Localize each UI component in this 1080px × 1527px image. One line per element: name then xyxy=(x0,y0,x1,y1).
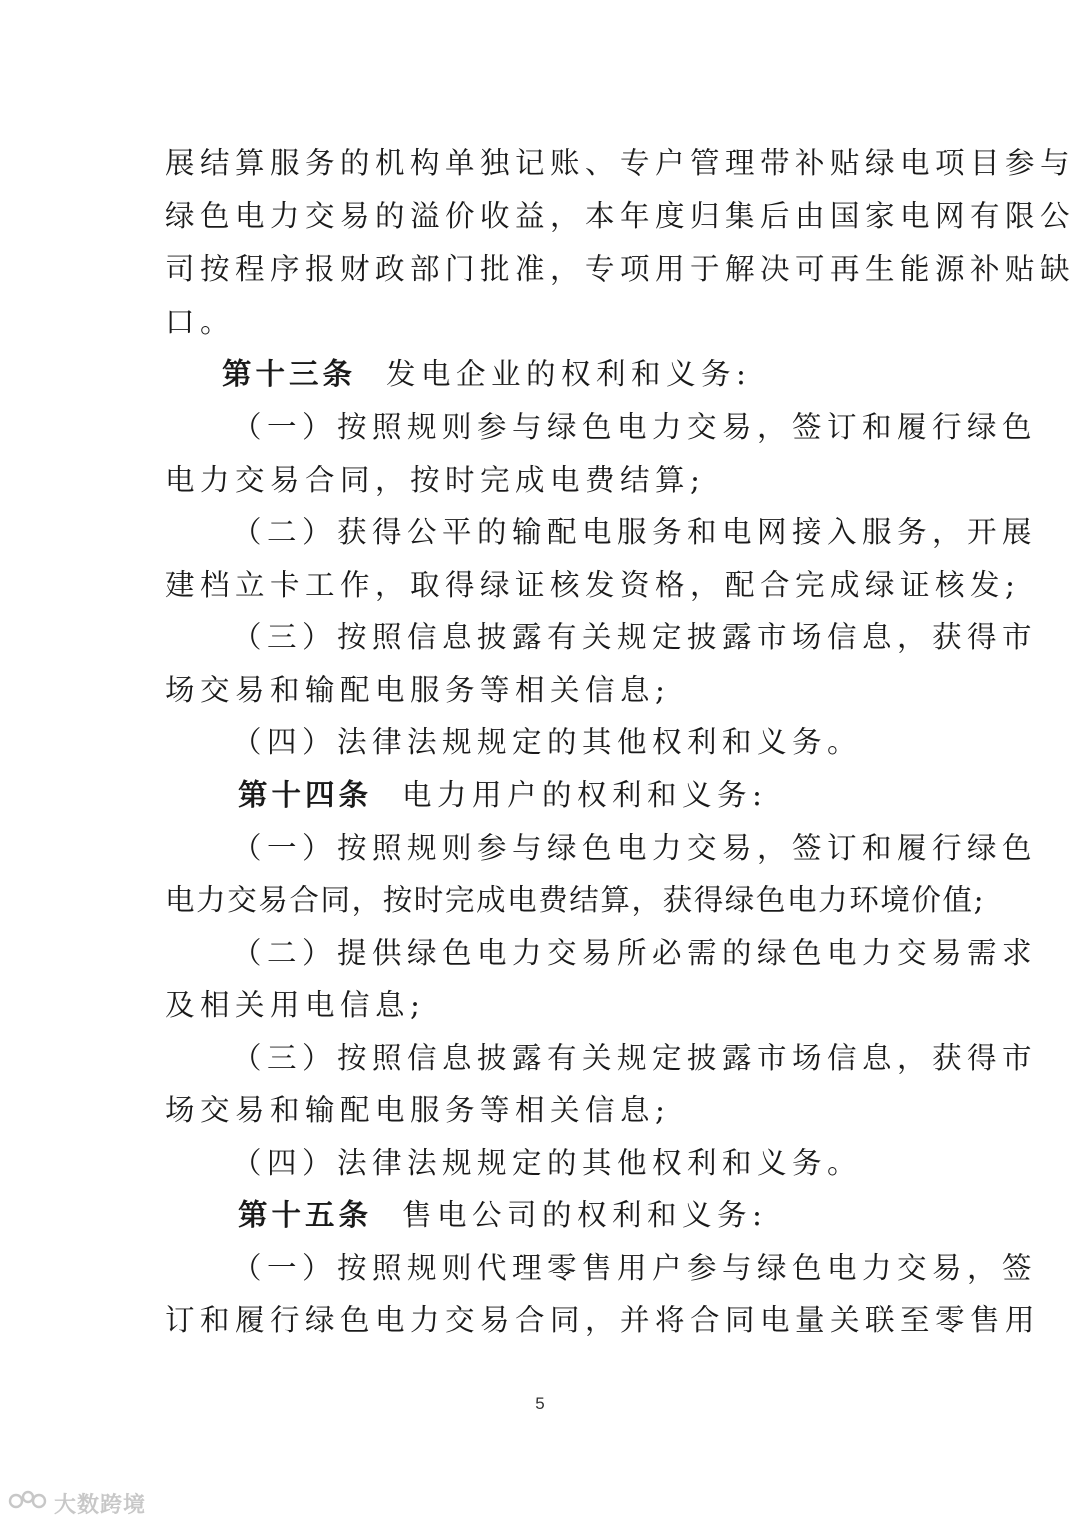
list-item-continuation: 电力交易合同，按时完成电费结算; xyxy=(165,463,706,497)
item-text: 按照信息披露有关规定披露市场信息，获得市 xyxy=(337,620,1038,654)
list-item-continuation: 场交易和输配电服务等相关信息; xyxy=(165,1093,671,1127)
list-item xyxy=(232,401,1037,453)
page-number: 5 xyxy=(535,1394,545,1413)
item-text: 按照规则参与绿色电力交易，签订和履行绿色 xyxy=(337,410,1038,444)
item-label: （二） xyxy=(232,936,338,970)
article-14 xyxy=(238,769,767,821)
list-item-continuation: 订和履行绿色电力交易合同，并将合同电量关联至零售用 xyxy=(165,1303,1041,1337)
list-item-continuation: 场交易和输配电服务等相关信息; xyxy=(165,673,671,707)
list-item-continuation: 建档立卡工作，取得绿证核发资格，配合完成绿证核发; xyxy=(165,568,1021,602)
item-label: （三） xyxy=(232,620,338,654)
list-item xyxy=(232,611,1037,663)
item-text: 法律法规规定的其他权利和义务。 xyxy=(337,725,863,759)
watermark-text: 大数跨境 xyxy=(54,1492,147,1518)
list-item xyxy=(232,1137,862,1189)
list-item xyxy=(232,1242,1037,1294)
article-heading: 第十三条 xyxy=(222,356,357,391)
paragraph-line: 展结算服务的机构单独记账、专户管理带补贴绿电项目参与 xyxy=(165,146,1076,180)
article-text: 电力用户的权利和义务: xyxy=(402,778,768,812)
item-label: （三） xyxy=(232,1041,338,1075)
list-item xyxy=(232,716,862,768)
item-label: （四） xyxy=(232,725,338,759)
list-item xyxy=(232,927,1037,979)
paragraph-line: 司按程序报财政部门批准，专项用于解决可再生能源补贴缺 xyxy=(165,252,1076,286)
article-text: 售电公司的权利和义务: xyxy=(402,1198,768,1232)
list-item-continuation: 及相关用电信息; xyxy=(165,988,426,1022)
paragraph-line: 绿色电力交易的溢价收益，本年度归集后由国家电网有限公 xyxy=(165,199,1076,233)
item-label: （四） xyxy=(232,1146,338,1180)
watermark xyxy=(8,1488,146,1518)
article-text: 发电企业的权利和义务: xyxy=(386,357,752,391)
list-item xyxy=(232,1032,1037,1084)
item-label: （二） xyxy=(232,515,338,549)
item-text: 按照规则参与绿色电力交易，签订和履行绿色 xyxy=(337,831,1038,865)
item-text: 按照规则代理零售用户参与绿色电力交易，签 xyxy=(337,1251,1038,1285)
paragraph-line: 口。 xyxy=(165,305,236,339)
item-label: （一） xyxy=(232,831,338,865)
article-heading: 第十四条 xyxy=(238,777,373,812)
item-text: 提供绿色电力交易所必需的绿色电力交易需求 xyxy=(337,936,1038,970)
item-text: 按照信息披露有关规定披露市场信息，获得市 xyxy=(337,1041,1038,1075)
item-label: （一） xyxy=(232,1251,338,1285)
item-label: （一） xyxy=(232,410,338,444)
list-item xyxy=(232,822,1037,874)
article-heading: 第十五条 xyxy=(238,1197,373,1232)
list-item xyxy=(232,506,1037,558)
item-text: 获得公平的输配电服务和电网接入服务，开展 xyxy=(337,515,1038,549)
logo-icon xyxy=(8,1488,48,1518)
item-text: 法律法规规定的其他权利和义务。 xyxy=(337,1146,863,1180)
article-15 xyxy=(238,1189,767,1241)
list-item-continuation: 电力交易合同，按时完成电费结算，获得绿色电力环境价值; xyxy=(165,883,986,917)
article-13 xyxy=(222,348,751,400)
